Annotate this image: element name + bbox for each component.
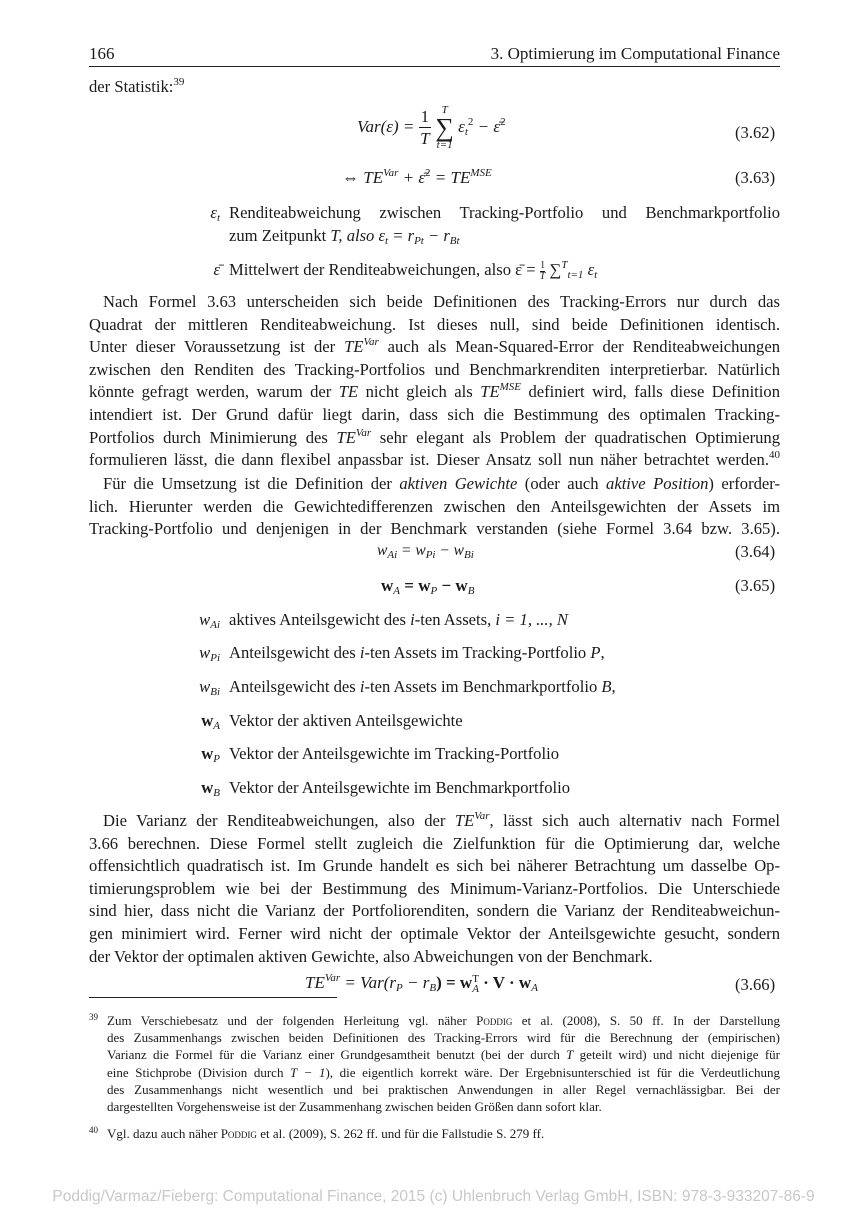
eq363-rhs: = TE xyxy=(434,168,471,187)
def-l2-eq: = r xyxy=(388,226,415,245)
def-text-wAi xyxy=(229,610,568,630)
eq366-rp-sub: P xyxy=(396,982,403,994)
def-l2-rb: Bt xyxy=(449,235,460,247)
def-text-wPi xyxy=(229,643,605,663)
eq362-body-sub: t xyxy=(464,125,468,138)
def-text-wA-vector: Vektor der aktiven Anteilsgewichte xyxy=(229,711,463,730)
def-text-wB-vector: Vektor der Anteilsgewichte im Benchmarkportfolio xyxy=(229,778,571,797)
eq363-te-sup: Var xyxy=(383,167,399,179)
dtail: P xyxy=(590,643,601,662)
fn-line xyxy=(107,1012,780,1029)
fn-text: ), die eigentlich korrekt wäre. Der Ergebnisunterschied ist für die Verdeutlichung xyxy=(325,1064,780,1080)
eq364-minus: − w xyxy=(435,542,465,559)
p2-text: (oder auch xyxy=(517,474,607,493)
equation-3-66 xyxy=(305,973,538,994)
eq362-tail: − ε̄ xyxy=(477,116,501,136)
fn-line xyxy=(107,1064,780,1081)
p1-te: TE xyxy=(344,337,364,357)
p3-line: 3.66 berechnen. Diese Formel stellt zugleich die Zielfunktion für die Optimierung dar, welche xyxy=(89,833,780,853)
eq365-mid-sub: P xyxy=(430,585,438,597)
fn-text: geteilt wird) und nicht diejenige für xyxy=(573,1047,780,1063)
footnote-separator xyxy=(89,997,337,998)
dend: , xyxy=(600,643,605,662)
eq363-plus-sup: 2 xyxy=(425,167,431,179)
dtext: Anteilsgewicht des xyxy=(229,677,360,696)
p1-line xyxy=(89,336,780,359)
p1-line xyxy=(89,381,780,404)
footnote-number: 39 xyxy=(89,1012,98,1022)
eq365-minus-sub: B xyxy=(467,585,475,597)
dtext: aktives Anteilsgewicht des xyxy=(229,610,411,629)
def-symbol-wPi xyxy=(186,643,220,663)
eq364-mid-sub: Pi xyxy=(425,549,436,561)
eq366-dotv: · V · w xyxy=(478,973,532,992)
copyright-watermark: Poddig/Varmaz/Fieberg: Computational Finance, 2015 (c) Uhlenbruch Verlag GmbH, ISBN: 978-3-933207-86-9 xyxy=(52,1188,815,1205)
def-symbol-wB-vector xyxy=(186,778,220,798)
equation-3-65 xyxy=(381,576,474,596)
p2-line: Tracking-Portfolio und denjenigen in der Benchmark verstanden (siehe Formel 3.64 bzw. 3.65). xyxy=(89,519,780,539)
fn-T: T xyxy=(566,1047,574,1063)
dti: i xyxy=(410,610,415,629)
eq362-frac-num: 1 xyxy=(420,106,430,126)
def-epsbar-frac-den: T xyxy=(539,270,546,282)
fn-text: et al. (2009), S. 262 ff. und für die Fallstudie S. 279 ff. xyxy=(256,1126,545,1141)
def-text-epsilon-bar xyxy=(229,260,597,282)
dti: i xyxy=(359,677,365,696)
dtail: B xyxy=(601,677,612,696)
eq362-fraction xyxy=(419,107,432,150)
def-symbol-wP-vector xyxy=(186,744,220,764)
def-symbol-epsilon-bar: ε̄ xyxy=(213,260,220,279)
eq366-minus: − r xyxy=(402,973,430,992)
equation-3-62 xyxy=(357,105,506,151)
p1-line: intendiert ist. Der Grund dafür liegt darin, dass sich die Bestimmung des optimalen Tracking- xyxy=(89,404,780,424)
dti: i xyxy=(359,643,365,662)
fn-text: et al. (2008), S. 50 ff. In der Darstellung xyxy=(512,1013,780,1028)
def-epsbar-tail-sub: t xyxy=(594,269,598,281)
footnote-39 xyxy=(89,1012,780,1115)
p1-text: könnte gefragt werden, warum der xyxy=(89,382,339,402)
dtext: -ten Assets, xyxy=(414,610,496,629)
dtail: i = 1, ..., N xyxy=(495,610,568,629)
p1-text: sehr elegant als Problem der quadratischen Optimierung xyxy=(371,427,780,447)
p2-line: lich. Hierunter werden die Gewichtedifferenzen zwischen den Anteilsgewichten der Assets im xyxy=(89,496,780,516)
p1-te: TE xyxy=(480,382,500,402)
def-text-epsilon-t-line2 xyxy=(229,226,460,246)
fn-text: Zum Verschiebesatz und der folgenden Herleitung vgl. näher xyxy=(107,1013,477,1028)
eq366-var: = Var(r xyxy=(340,973,396,992)
eq363-mse-sup: MSE xyxy=(470,167,492,179)
fn-line: des Zusammenhangs nicht wesentlich und bei praktischen Anwendungen in aller Regel vernachlässigbar. Bei der xyxy=(107,1081,780,1097)
eq365-minus: − w xyxy=(437,576,468,595)
dtext: Anteilsgewicht des xyxy=(229,643,360,662)
equation-3-64 xyxy=(377,542,474,560)
eq362-body: ε xyxy=(458,116,465,136)
p1-line xyxy=(89,291,780,314)
def-symbol-wA-vector xyxy=(186,711,220,731)
paragraph-3 xyxy=(89,810,780,968)
wsym: w xyxy=(201,744,214,763)
def-text-epsilon-t-line1: Renditeabweichung zwischen Tracking-Portfolio und Benchmarkportfolio xyxy=(229,203,780,222)
p1-line xyxy=(89,427,780,450)
eq366-rb-sub: B xyxy=(429,982,437,994)
wsub: A xyxy=(213,720,220,732)
p2-emph-aktive-position: aktive Position xyxy=(606,474,709,493)
eq365-lhs-sub: A xyxy=(393,585,401,597)
eq363-te: TE xyxy=(363,168,384,187)
p2-emph-aktiven-gewichte: aktiven Gewichte xyxy=(399,474,518,493)
def-text-wBi xyxy=(229,677,616,697)
p2-text: ) erforder- xyxy=(708,474,780,493)
fn-text: Vgl. dazu auch näher xyxy=(107,1126,221,1141)
equation-number-3-65: (3.65) xyxy=(735,576,776,595)
def-sym-eps-sub: t xyxy=(216,212,220,224)
fn-author: Poddig xyxy=(220,1126,257,1141)
p1-te-sup: Var xyxy=(363,336,379,349)
eq362-sum xyxy=(435,105,454,151)
fn-line: des Zusammenhangs zwischen beiden Definitionen des Tracking-Errors wird für die Berechnung der (empirischen) xyxy=(107,1030,780,1046)
dend: , xyxy=(611,677,616,696)
chapter-title: 3. Optimierung im Computational Finance xyxy=(490,44,780,63)
eq366-wa-sub: A xyxy=(472,983,479,996)
wsym: w xyxy=(199,610,211,629)
iff-arrow-icon: ⇔ xyxy=(342,168,359,187)
def-epsbar-sum-sup: T xyxy=(561,259,568,271)
p1-text: nicht gleich als xyxy=(358,382,481,402)
p3-line: sind hier, dass nicht die Varianz der Portfoliorenditen, sondern die Varianz der Renditeabweichun- xyxy=(89,901,780,921)
wsub: Ai xyxy=(210,619,220,631)
p3-text: Die Varianz der Renditeabweichungen, also der xyxy=(103,811,455,830)
p1-line-text: Nach Formel 3.63 unterscheiden sich beide Definitionen des Tracking-Errors nur durch das xyxy=(103,292,780,311)
p2-text: Für die Umsetzung ist die Definition der xyxy=(103,474,400,493)
eq362-lhs: Var(ε) = xyxy=(357,116,415,136)
p3-line xyxy=(89,810,780,833)
def-symbol-wBi xyxy=(186,677,220,697)
equation-number-3-62: (3.62) xyxy=(735,123,776,142)
p1-te: TE xyxy=(336,427,356,447)
p1-text: Portfolios durch Minimierung des xyxy=(89,427,337,447)
equation-3-63 xyxy=(342,168,492,188)
fn-text: Varianz die Formel für die Varianz einer Grundgesamtheit benutzt (bei der durch xyxy=(107,1047,567,1063)
wsub: B xyxy=(213,787,220,799)
p3-line: gen minimiert wird. Ferner wird nicht der optimale Vektor der Anteilsgewichte gesucht, sondern xyxy=(89,923,780,943)
eq366-close: ) = w xyxy=(436,973,473,992)
eq364-minus-sub: Bi xyxy=(464,549,474,561)
sum-icon: ∑ xyxy=(545,260,562,279)
footnote-body xyxy=(107,1012,780,1115)
eq365-mid: = w xyxy=(400,576,431,595)
eq366-wa-sup: T xyxy=(472,973,479,986)
eq362-frac-den: T xyxy=(420,128,430,148)
p1-text: definiert wird, falls diese Definition xyxy=(520,382,780,402)
eq364-mid: = w xyxy=(397,542,426,559)
p1-line: Quadrat der mittleren Renditeabweichung. Ist dieses null, sind beide Definitionen identisch. xyxy=(89,314,780,334)
running-head xyxy=(89,42,780,67)
paragraph-2 xyxy=(89,473,780,541)
eq364-lhs-sub: Ai xyxy=(387,549,398,561)
p3-te-sup: Var xyxy=(474,810,490,822)
def-epsbar-text: Mittelwert der Renditeabweichungen, also ε̄ = xyxy=(229,260,540,279)
wsym: w xyxy=(199,677,211,696)
def-l2-sub: t xyxy=(385,235,389,247)
p3-text: , lässt sich auch alternativ nach Formel xyxy=(489,811,780,830)
eq364-lhs: w xyxy=(377,542,388,559)
intro-line xyxy=(89,76,780,99)
footnote-ref-39[interactable]: 39 xyxy=(173,76,185,88)
eq362-sum-bottom: t=1 xyxy=(436,139,453,151)
p1-te-sup: Var xyxy=(355,426,372,439)
footnote-40 xyxy=(89,1125,780,1142)
eq362-tail-sup: 2 xyxy=(500,115,506,128)
def-symbol-wAi xyxy=(186,610,220,630)
p3-line: der Vektor der optimalen aktiven Gewichte, also Abweichungen von der Benchmark. xyxy=(89,946,653,966)
def-symbol-epsilon-t xyxy=(186,203,220,223)
def-epsbar-sum-sub: t=1 xyxy=(567,269,584,281)
def-sym-eps: ε xyxy=(210,203,217,222)
eq363-plus: + ε̄ xyxy=(402,168,426,187)
def-l2-T: T xyxy=(330,226,339,245)
p1-te: TE xyxy=(338,382,359,402)
fn-T-minus-1: T − 1 xyxy=(290,1064,326,1080)
def-l2-mid: , also ε xyxy=(338,226,386,245)
fn-text: eine Stichprobe (Division durch xyxy=(107,1064,291,1080)
eq366-te: TE xyxy=(305,973,325,992)
dtext: -ten Assets im Benchmarkportfolio xyxy=(364,677,602,696)
wsym: w xyxy=(199,643,211,662)
p1-line: zwischen den Renditen des Tracking-Portfolios und Benchmarkrenditen interpretierbar. Natürlich xyxy=(89,359,780,379)
eq366-wa2-sub: A xyxy=(531,982,538,994)
footnote-ref-40[interactable]: 40 xyxy=(769,449,780,462)
p1-text: formulieren lässt, die dann flexibel anpassbar ist. Dieser Ansatz soll nun näher betrachtet werden. xyxy=(89,450,769,470)
page-number: 166 xyxy=(89,44,115,63)
equation-number-3-64: (3.64) xyxy=(735,542,776,561)
fn-author: Poddig xyxy=(476,1013,513,1028)
def-l2-pre: zum Zeitpunkt xyxy=(229,226,331,245)
eq362-sum-top: T xyxy=(441,104,448,116)
intro-text: der Statistik: xyxy=(89,77,174,96)
eq366-te-sup: Var xyxy=(324,972,341,984)
equation-number-3-66: (3.66) xyxy=(735,975,776,994)
p2-line xyxy=(89,473,780,496)
footnote-body xyxy=(107,1125,780,1142)
wsym: w xyxy=(201,778,214,797)
fn-line: dargestellten Vorgehensweise ist der Zusammenhang zwischen beiden Größen dann sofort klar. xyxy=(107,1099,602,1115)
eq366-subsup xyxy=(472,974,479,994)
def-l2-rp: Pt xyxy=(414,235,424,247)
footnote-number: 40 xyxy=(89,1125,98,1135)
p1-text: auch als Mean-Squared-Error der Renditeabweichungen xyxy=(378,337,781,357)
dtext: -ten Assets im Tracking-Portfolio xyxy=(364,643,591,662)
p1-te-sup: MSE xyxy=(499,381,521,394)
def-epsbar-tail: ε xyxy=(583,260,595,279)
wsub: Pi xyxy=(210,652,220,664)
def-text-wP-vector: Vektor der Anteilsgewichte im Tracking-Portfolio xyxy=(229,744,559,763)
p1-line xyxy=(89,449,780,472)
p3-line: timierungsproblem wie bei der Bestimmung des Minimum-Varianz-Portfolios. Die Unterschiede xyxy=(89,878,780,898)
sigma-icon: ∑ xyxy=(435,113,454,142)
equation-number-3-63: (3.63) xyxy=(735,168,776,187)
eq362-body-sup: 2 xyxy=(467,115,474,128)
paragraph-1 xyxy=(89,291,780,472)
eq365-lhs: w xyxy=(381,576,394,595)
wsub: P xyxy=(213,753,220,765)
p1-text: Unter dieser Voraussetzung ist der xyxy=(89,337,345,357)
wsym: w xyxy=(201,711,214,730)
def-epsbar-frac-num: 1 xyxy=(540,259,546,271)
fn-line xyxy=(107,1046,780,1063)
p3-te: TE xyxy=(454,811,475,830)
wsub: Bi xyxy=(210,686,220,698)
def-l2-minus: − r xyxy=(423,226,450,245)
p3-line: offensichtlich quadratisch ist. Im Grunde handelt es sich bei näherer Betrachtung um dasselbe Op- xyxy=(89,856,780,876)
